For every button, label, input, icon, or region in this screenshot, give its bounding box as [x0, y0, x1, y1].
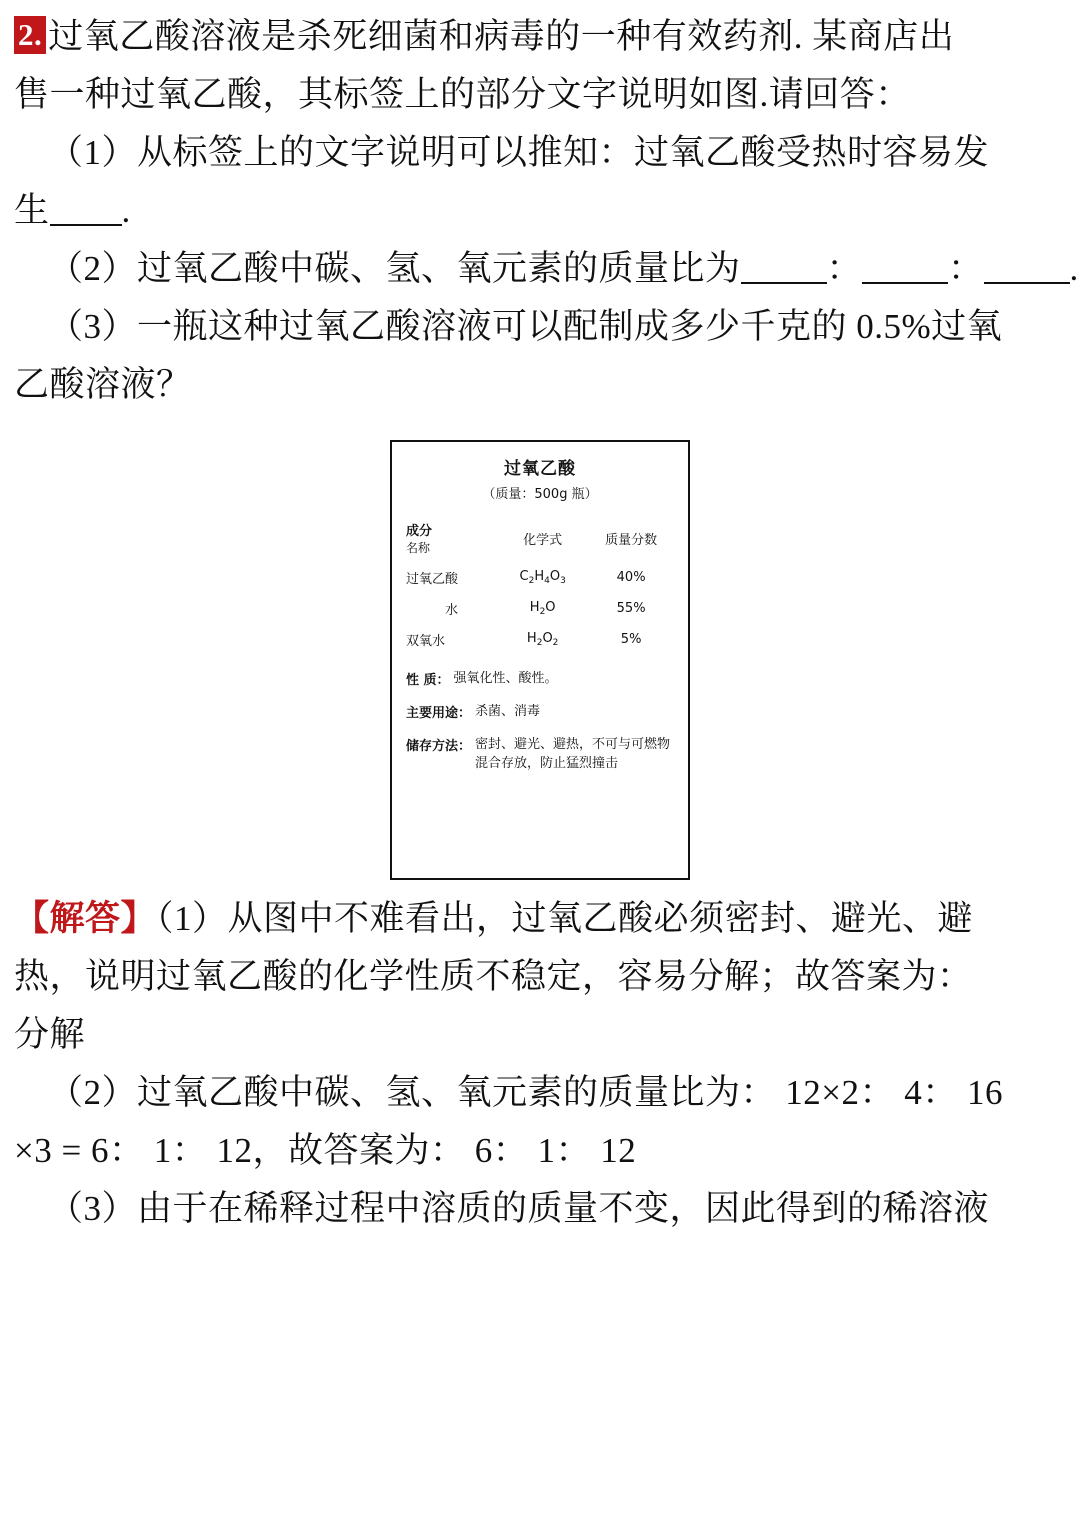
question-part3-text-1: （3）一瓶这种过氧乙酸溶液可以配制成多少千克的 0.5%过氧 — [48, 307, 1003, 346]
row-percent: 40% — [616, 570, 646, 585]
question-stem-text-1: 过氧乙酸溶液是杀死细菌和病毒的一种有效药剂. 某商店出 — [48, 17, 955, 56]
header-component-main: 成分 — [406, 524, 433, 539]
row-percent: 5% — [620, 632, 642, 647]
formula-sub: 2 — [528, 576, 535, 586]
question-stem-line-1 — [14, 8, 1066, 66]
header-formula: 化学式 — [523, 532, 563, 548]
question-number: 2. — [14, 16, 46, 54]
label-properties-row — [406, 669, 674, 688]
formula-atom: O — [542, 631, 553, 646]
formula-sub: 3 — [560, 576, 566, 586]
answer-line-3: 分解 — [14, 1015, 86, 1054]
label-uses-key: 主要用途： — [406, 706, 472, 721]
answer-line-5: ×3 = 6： 1： 12，故答案为： 6： 1： 12 — [14, 1131, 637, 1170]
question-part1-line-2 — [14, 182, 1066, 240]
table-row — [406, 624, 674, 655]
row-formula — [497, 624, 588, 655]
label-properties-value: 强氧化性、酸性。 — [453, 671, 558, 686]
answer-tag: 【解答】 — [14, 899, 157, 938]
formula-sub: 2 — [552, 638, 559, 648]
label-title: 过氧乙酸 — [504, 459, 576, 479]
question-part1-line-1 — [14, 124, 1066, 182]
question-part1-suffix: . — [121, 191, 131, 230]
answer-text-6: （3）由于在稀释过程中溶质的质量不变，因此得到的稀溶液 — [48, 1189, 990, 1228]
answer-blank[interactable] — [50, 192, 122, 226]
header-percent: 质量分数 — [605, 532, 658, 548]
answer-line-4 — [14, 1064, 1066, 1122]
answer-text-4: （2）过氧乙酸中碳、氢、氧元素的质量比为： 12×2： 4： 16 — [48, 1073, 1003, 1112]
header-component-sub: 名称 — [406, 541, 431, 555]
label-uses-value: 杀菌、消毒 — [475, 704, 541, 719]
row-percent: 55% — [616, 601, 646, 616]
answer-blank[interactable] — [984, 250, 1070, 284]
header-component — [406, 514, 497, 562]
row-name: 过氧乙酸 — [406, 572, 459, 587]
composition-table — [406, 514, 674, 655]
label-storage-key: 储存方法： — [406, 739, 472, 754]
answer-text-1: （1）从图中不难看出，过氧乙酸必须密封、避光、避 — [156, 899, 974, 938]
row-formula — [497, 593, 588, 624]
formula-atom: O — [549, 569, 561, 584]
question-part1-text: （1）从标签上的文字说明可以推知：过氧乙酸受热时容易发 — [48, 133, 990, 172]
question-part3-line-2: 乙酸溶液？ — [14, 365, 192, 404]
formula-atom: H — [526, 631, 537, 646]
question-part2-line — [14, 240, 1079, 298]
label-storage-value: 密封、避光、避热，不可与可燃物混合存放，防止猛烈撞击 — [475, 737, 671, 771]
answer-line-6 — [14, 1180, 1066, 1238]
table-header-row — [406, 514, 674, 562]
label-subtitle: （质量：500g 瓶） — [482, 487, 598, 502]
label-storage-row — [406, 735, 674, 773]
label-properties-key: 性 质： — [406, 673, 450, 688]
answer-blank[interactable] — [862, 250, 948, 284]
question-part2-separator-1: ： — [826, 249, 863, 288]
table-row — [406, 562, 674, 593]
row-name: 水 — [445, 603, 459, 618]
question-part2-separator-2: ： — [948, 249, 984, 288]
question-part3-line-1 — [14, 298, 1066, 356]
question-part1-prefix: 生 — [14, 191, 50, 230]
row-name: 双氧水 — [406, 634, 446, 649]
answer-line-2: 热，说明过氧乙酸的化学性质不稳定，容易分解；故答案为： — [14, 957, 973, 996]
question-part2-suffix: . — [1069, 249, 1079, 288]
formula-sub: 2 — [539, 607, 546, 617]
question-part2-prefix: （2）过氧乙酸中碳、氢、氧元素的质量比为 — [48, 249, 741, 288]
answer-block — [0, 880, 1080, 1238]
product-label — [390, 440, 690, 880]
row-formula — [497, 562, 588, 593]
formula-sub: 2 — [536, 638, 543, 648]
question-block — [0, 0, 1080, 414]
answer-line-1 — [14, 890, 1066, 948]
table-row — [406, 593, 674, 624]
formula-atom: O — [545, 600, 556, 615]
formula-sub: 4 — [544, 576, 550, 586]
answer-blank[interactable] — [741, 250, 827, 284]
question-stem-line-2: 售一种过氧乙酸，其标签上的部分文字说明如图.请回答： — [14, 75, 911, 114]
formula-atom: H — [529, 600, 540, 615]
formula-atom: H — [534, 569, 545, 584]
product-label-figure — [0, 440, 1080, 880]
formula-atom: C — [519, 569, 529, 584]
label-uses-row — [406, 702, 674, 721]
